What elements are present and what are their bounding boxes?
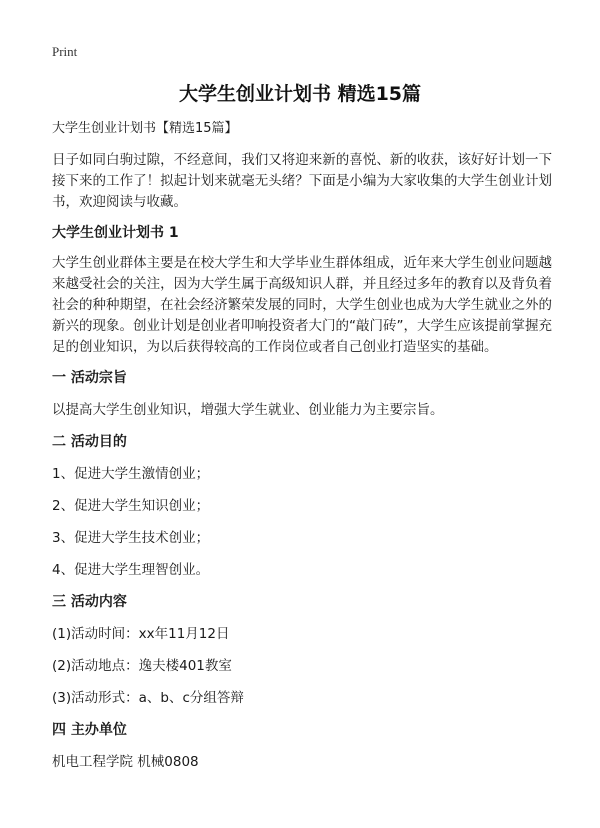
- plan-paragraph: 大学生创业群体主要是在校大学生和大学毕业生群体组成，近年来大学生创业问题越来越受社会的关注，因为大学生属于高级知识人群，并且经过多年的教育以及背负着社会的种种期望，在社会经济繁荣发展的同时，大学生创业也成为大学生就业之外的新兴的现象。创业计划是创业者叩响投资者大门的“敲门砖”，大学生应该提前掌握充足的创业知识，为以后获得较高的工作岗位或者自己创业打造坚实的基础。: [52, 255, 552, 355]
- section-heading-goals: 二 活动目的: [52, 434, 127, 450]
- purpose-text: 以提高大学生创业知识，增强大学生就业、创业能力为主要宗旨。: [52, 402, 444, 418]
- host-text: 机电工程学院 机械0808: [52, 754, 199, 770]
- goal-item: 2、促进大学生知识创业；: [52, 498, 210, 514]
- document-content: [52, 120, 552, 784]
- goal-item: 3、促进大学生技术创业；: [52, 530, 210, 546]
- section-heading-purpose: 一 活动宗旨: [52, 370, 127, 386]
- plan-heading: 大学生创业计划书 1: [52, 225, 179, 241]
- intro-paragraph: 日子如同白驹过隙，不经意间，我们又将迎来新的喜悦、新的收获，该好好计划一下接下来的工作了！拟起计划来就毫无头绪？下面是小编为大家收集的大学生创业计划书，欢迎阅读与收藏。: [52, 152, 552, 210]
- page-title: 大学生创业计划书 精选15篇: [178, 83, 422, 105]
- content-item: (2)活动地点：逸夫楼401教室: [52, 658, 232, 674]
- print-link[interactable]: Print: [52, 44, 78, 59]
- section-heading-host: 四 主办单位: [52, 722, 127, 738]
- section-heading-content: 三 活动内容: [52, 594, 127, 610]
- document-subtitle: 大学生创业计划书【精选15篇】: [52, 121, 238, 136]
- content-item: (3)活动形式：a、b、c分组答辩: [52, 690, 244, 706]
- goal-item: 1、促进大学生激情创业；: [52, 466, 210, 482]
- content-item: (1)活动时间：xx年11月12日: [52, 626, 230, 642]
- goal-item: 4、促进大学生理智创业。: [52, 562, 210, 578]
